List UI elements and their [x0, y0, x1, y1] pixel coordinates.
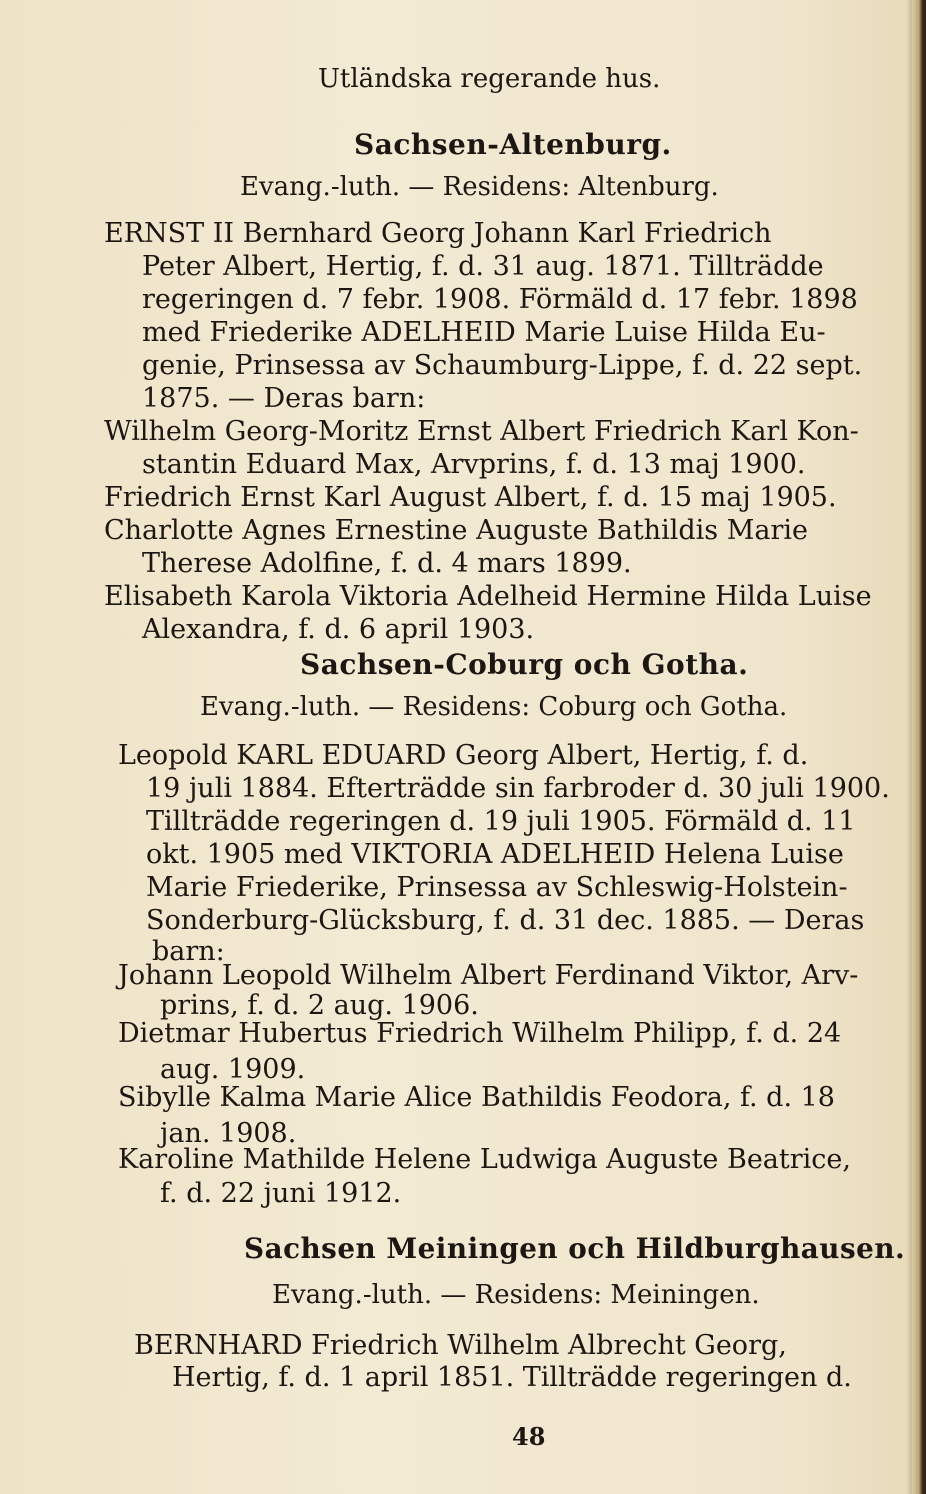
text-line: Tillträdde regeringen d. 19 juli 1905. Förmäld d. 11	[146, 806, 856, 837]
section-subtitle-altenburg: Evang.-luth. — Residens: Altenburg.	[240, 172, 719, 202]
text-line: Peter Albert, Hertig, f. d. 31 aug. 1871. Tillträdde	[142, 251, 824, 282]
text-line: okt. 1905 med VIKTORIA ADELHEID Helena Luise	[146, 839, 844, 870]
text-line: Karoline Mathilde Helene Ludwiga Auguste Beatrice,	[118, 1144, 851, 1175]
text-line: Leopold KARL EDUARD Georg Albert, Hertig, f. d.	[118, 740, 809, 771]
text-line: 1875. — Deras barn:	[142, 383, 426, 414]
page-number: 48	[512, 1422, 546, 1451]
text-line: regeringen d. 7 febr. 1908. Förmäld d. 17 febr. 1898	[142, 284, 858, 315]
text-line: barn:	[152, 936, 225, 967]
section-title-coburg-gotha: Sachsen-Coburg och Gotha.	[300, 648, 749, 681]
text-line: med Friederike ADELHEID Marie Luise Hilda Eu-	[142, 317, 826, 348]
text-line: Sibylle Kalma Marie Alice Bathildis Feodora, f. d. 18	[118, 1082, 835, 1113]
text-line: Sonderburg-Glücksburg, f. d. 31 dec. 1885. — Deras	[146, 905, 865, 936]
text-line: BERNHARD Friedrich Wilhelm Albrecht Georg,	[134, 1330, 787, 1361]
text-line: Elisabeth Karola Viktoria Adelheid Hermine Hilda Luise	[104, 581, 872, 612]
text-line: prins, f. d. 2 aug. 1906.	[160, 990, 479, 1021]
page-edge	[912, 0, 926, 1494]
text-line: Alexandra, f. d. 6 april 1903.	[142, 614, 535, 645]
text-line: Marie Friederike, Prinsessa av Schleswig-Holstein-	[146, 872, 848, 903]
text-line: aug. 1909.	[160, 1054, 306, 1085]
text-line: Hertig, f. d. 1 april 1851. Tillträdde regeringen d.	[172, 1362, 852, 1393]
running-head: Utländska regerande hus.	[318, 64, 661, 94]
text-line: Friedrich Ernst Karl August Albert, f. d. 15 maj 1905.	[104, 482, 837, 513]
text-line: Dietmar Hubertus Friedrich Wilhelm Philipp, f. d. 24	[118, 1018, 842, 1049]
text-line: Therese Adolfine, f. d. 4 mars 1899.	[142, 548, 632, 579]
text-line: jan. 1908.	[160, 1118, 297, 1149]
text-line: Wilhelm Georg-Moritz Ernst Albert Friedrich Karl Kon-	[104, 416, 859, 447]
section-subtitle-meiningen: Evang.-luth. — Residens: Meiningen.	[272, 1280, 760, 1310]
text-line: genie, Prinsessa av Schaumburg-Lippe, f. d. 22 sept.	[142, 350, 863, 381]
text-line: Charlotte Agnes Ernestine Auguste Bathildis Marie	[104, 515, 808, 546]
text-line: Johann Leopold Wilhelm Albert Ferdinand Viktor, Arv-	[118, 960, 859, 991]
text-line: 19 juli 1884. Efterträdde sin farbroder d. 30 juli 1900.	[146, 773, 890, 804]
section-subtitle-coburg-gotha: Evang.-luth. — Residens: Coburg och Gotha.	[200, 692, 788, 722]
text-line: stantin Eduard Max, Arvprins, f. d. 13 maj 1900.	[142, 449, 806, 480]
section-title-altenburg: Sachsen-Altenburg.	[354, 128, 672, 161]
text-line: f. d. 22 juni 1912.	[160, 1178, 402, 1209]
section-title-meiningen: Sachsen Meiningen och Hildburghausen.	[244, 1232, 906, 1265]
text-line: ERNST II Bernhard Georg Johann Karl Friedrich	[104, 218, 772, 249]
